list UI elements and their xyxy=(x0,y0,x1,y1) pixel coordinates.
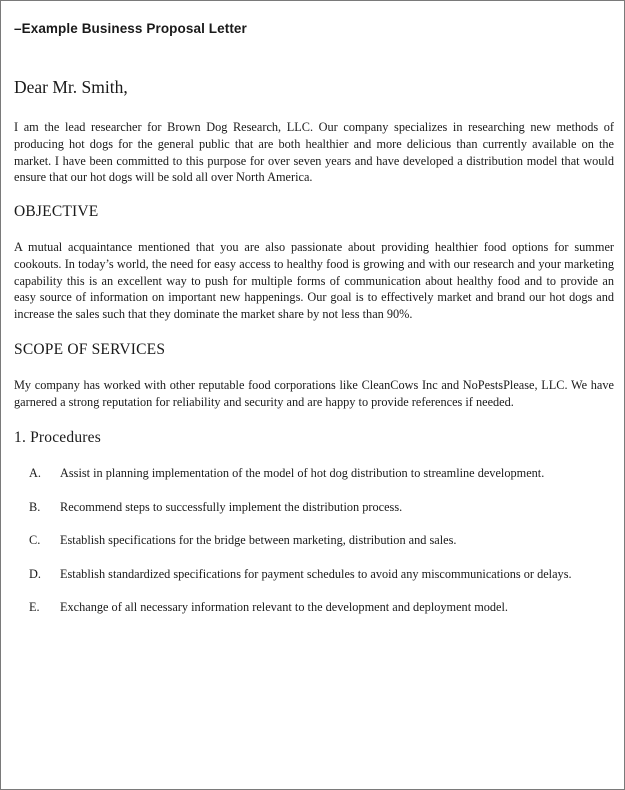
objective-paragraph: A mutual acquaintance mentioned that you are also passionate about providing healthier food options for summer cookouts. In today’s world, the need for easy access to healthy food is growing and with our research and your marketing capability this is an excellent way to push for multiple forms of communication about healthy food and to provide an easy source of information on important new happenings. Our goal is to effectively market and brand our hot dogs and increase the sales such that they dominate the market share by not less than 90%. xyxy=(14,240,614,322)
procedure-letter: C. xyxy=(29,533,41,547)
objective-heading: OBJECTIVE xyxy=(14,203,99,220)
salutation: Dear Mr. Smith, xyxy=(14,77,128,97)
procedure-letter: B. xyxy=(29,499,41,514)
procedure-text: Exchange of all necessary information relevant to the development and deployment model. xyxy=(60,600,509,614)
procedure-item xyxy=(1,500,624,534)
procedure-text: Assist in planning implementation of the model of hot dog distribution to streamline development. xyxy=(60,466,545,480)
procedure-text: Establish standardized specifications for payment schedules to avoid any miscommunications or delays. xyxy=(60,566,572,581)
procedure-item xyxy=(1,600,624,634)
procedure-item xyxy=(1,466,624,500)
procedure-text: Establish specifications for the bridge between marketing, distribution and sales. xyxy=(60,533,457,547)
scope-paragraph: My company has worked with other reputable food corporations like CleanCows Inc and NoPestsPlease, LLC. We have garnered a strong reputation for reliability and security and are happy to provide references if needed. xyxy=(14,378,614,409)
procedure-text: Recommend steps to successfully implement the distribution process. xyxy=(60,499,403,514)
scope-heading: SCOPE OF SERVICES xyxy=(14,341,166,358)
intro-paragraph: I am the lead researcher for Brown Dog Research, LLC. Our company specializes in researching new methods of producing hot dogs for the general public that are both healthier and more delicious than currently available on the market. I have been committed to this purpose for over seven years and have developed a distribution model that would ensure that our hot dogs will be sold all over North America. xyxy=(14,120,614,185)
document-title: –Example Business Proposal Letter xyxy=(14,21,247,36)
procedure-letter: E. xyxy=(29,600,40,614)
procedure-letter: D. xyxy=(29,566,41,581)
procedure-letter: A. xyxy=(29,466,41,480)
procedures-list xyxy=(1,466,624,634)
procedures-heading: 1. Procedures xyxy=(14,429,101,446)
procedure-item xyxy=(1,533,624,567)
procedure-item xyxy=(1,567,624,601)
